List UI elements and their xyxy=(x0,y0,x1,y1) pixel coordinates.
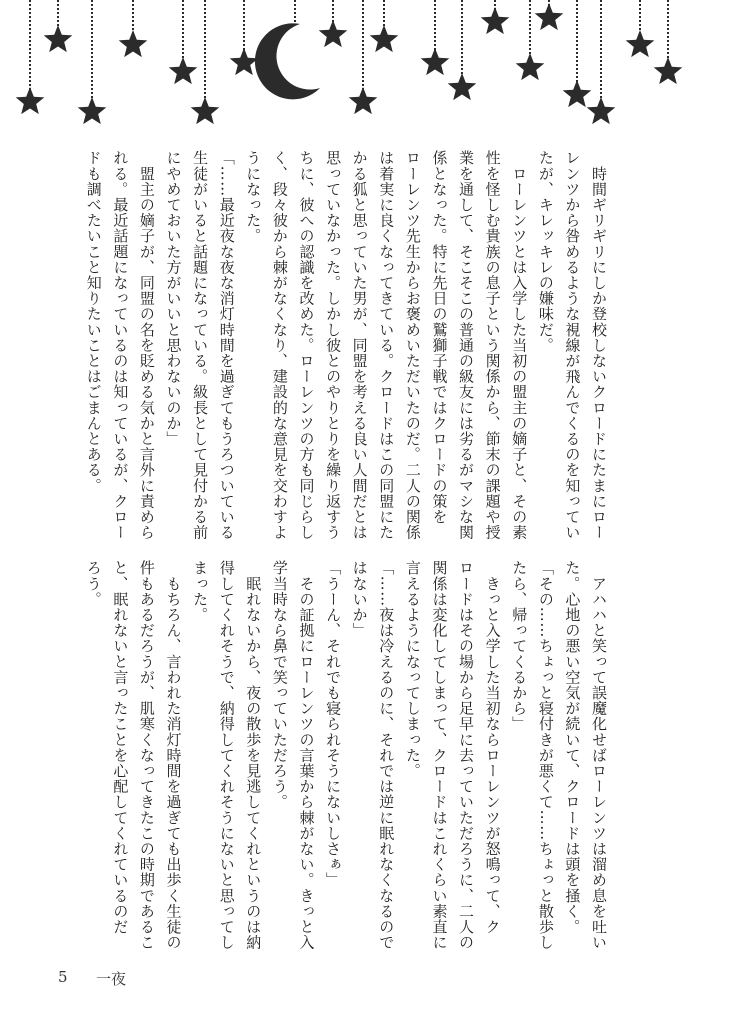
star-icon xyxy=(319,20,348,47)
upper-text-block xyxy=(80,150,612,550)
text-column: 「……夜は冷えるのに、それでは逆に眠れなくなるので xyxy=(377,560,396,950)
text-column: 「うーん、それでも寝られそうにないしさぁ」 xyxy=(324,560,343,888)
text-column: 盟主の嫡子が、同盟の名を貶める気かと言外に責めら xyxy=(137,150,156,540)
text-column: たが、キレッキレの嫌味だ。 xyxy=(536,150,555,353)
hanging-stars-decoration xyxy=(0,0,730,135)
text-column: 件もあるだろうが、肌寒くなってきたこの時期であるこ xyxy=(137,560,156,950)
text-column: 言えるようになってしまった。 xyxy=(403,560,422,779)
star-icon xyxy=(654,57,683,84)
text-column: ドも調べたいこと知りたいことはごまんとある。 xyxy=(84,150,103,494)
star-icon xyxy=(349,87,378,114)
text-column: 業を通して、そこそこの普通の級友には劣るがマシな関 xyxy=(457,150,476,540)
star-icon xyxy=(516,53,545,80)
star-icon xyxy=(169,57,198,84)
text-column: その証拠にローレンツの言葉から棘がない。きっと入 xyxy=(297,560,316,950)
star-icon xyxy=(481,7,510,34)
star-icon xyxy=(587,97,616,124)
star-icon xyxy=(78,97,107,124)
star-icon xyxy=(230,48,259,75)
text-column: ローレンツ先生からお褒めいただいたのだ。二人の関係 xyxy=(403,150,422,540)
text-column: はないか」 xyxy=(350,560,369,638)
text-column: アハハと笑って誤魔化せばローレンツは溜め息を吐い xyxy=(590,560,608,950)
text-column: 係となった。特に先日の鷲獅子戦ではクロードの策を xyxy=(430,150,449,525)
running-title: 一夜 xyxy=(96,970,127,988)
lower-text-block xyxy=(80,560,612,960)
star-icon xyxy=(626,30,655,57)
text-column: 「その……ちょっと寝付きが悪くて……ちょっと散歩し xyxy=(536,560,555,950)
star-icon xyxy=(535,3,564,30)
text-column: 得してくれそうで、納得してくれそうにないと思ってし xyxy=(217,560,236,950)
text-column: レンツから咎めるような視線が飛んでくるのを知ってい xyxy=(563,150,582,540)
crescent-moon-icon xyxy=(255,23,320,99)
text-column: ローレンツとは入学した当初の盟主の嫡子と、その素 xyxy=(510,150,529,540)
text-column: た。心地の悪い空気が続いて、クロードは頭を掻く。 xyxy=(563,560,582,935)
text-column: 関係は変化してしまって、クロードはこれくらい素直に xyxy=(430,560,449,950)
text-column: は着実に良くなってきている。クロードはこの同盟にた xyxy=(377,150,396,540)
text-column: れる。最近話題になっているのは知っているが、クロー xyxy=(111,150,130,540)
text-column: 思っていなかった。しかし彼とのやりとりを繰り返すう xyxy=(324,150,343,540)
page-number: 5 xyxy=(58,968,68,986)
star-icon xyxy=(448,73,477,100)
text-column: 生徒がいると話題になっている。級長として見付かる前 xyxy=(191,150,210,540)
star-icon xyxy=(421,48,450,75)
star-icon xyxy=(563,80,592,107)
star-icon xyxy=(16,87,45,114)
text-column: うになった。 xyxy=(244,150,263,244)
text-column: ちに、彼への認識を改めた。ローレンツの方も同じらし xyxy=(297,150,316,540)
text-column: 「……最近夜な夜な消灯時間を過ぎてもうろついている xyxy=(217,150,236,540)
star-icon xyxy=(191,97,220,124)
text-column: 眠れないから、夜の散歩を見逃してくれというのは納 xyxy=(244,560,263,950)
text-column: ろう。 xyxy=(84,560,103,607)
text-column: にやめておいた方がいいと思わないのか」 xyxy=(164,150,183,447)
text-column: もちろん、言われた消灯時間を過ぎても出歩く生徒の xyxy=(164,560,183,950)
text-column: と、眠れないと言ったことを心配してくれているのだ xyxy=(111,560,130,935)
star-icon xyxy=(44,25,73,52)
text-column: く、段々彼から棘がなくなり、建設的な意見を交わすよ xyxy=(270,150,289,540)
text-column: 時間ギリギリにしか登校しないクロードにたまにロー xyxy=(590,150,608,540)
star-icon xyxy=(119,30,148,57)
text-column: きっと入学した当初ならローレンツが怒鳴って、ク xyxy=(483,560,502,935)
star-icon xyxy=(370,25,399,52)
text-column: たら、帰ってくるから」 xyxy=(510,560,529,732)
text-column: ロードはその場から足早に去っていただろうに、二人の xyxy=(457,560,476,950)
text-column: まった。 xyxy=(191,560,210,623)
text-column: かる狐と思っていた男が、同盟を考える良い人間だとは xyxy=(350,150,369,540)
text-column: 学当時なら鼻で笑っていただろう。 xyxy=(270,560,289,810)
text-column: 性を怪しむ貴族の息子という関係から、節末の課題や授 xyxy=(483,150,502,540)
